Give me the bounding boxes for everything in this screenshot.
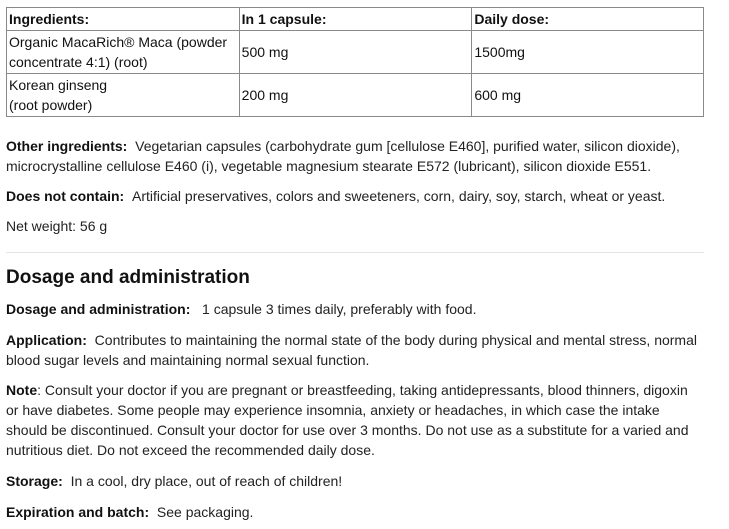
ingredient-name-line: Organic MacaRich® Maca (powder — [9, 34, 228, 50]
other-ingredients-text: Vegetarian capsules (carbohydrate gum [cellulose E460], purified water, silicon dioxide), microcrystalline cellulose E460 (i), vegetable magnesium stearate E572 (lubricant), silicon dioxide E551. — [6, 138, 680, 174]
header-per-capsule: In 1 capsule: — [239, 8, 472, 31]
daily-dose-value: 600 mg — [472, 74, 704, 117]
application-label: Application: — [6, 332, 87, 348]
net-weight: Net weight: 56 g — [6, 218, 108, 234]
storage-text: In a cool, dry place, out of reach of children! — [70, 473, 343, 489]
other-ingredients-label: Other ingredients: — [6, 138, 128, 154]
note — [6, 380, 704, 460]
note-text: : Consult your doctor if you are pregnant or breastfeeding, taking antidepressants, blood thinners, digoxin or have diabetes. Some people may experience insomnia, anxiety or headaches, in which case the intake should be discontinued. Consult your doctor for use over 3 months. Do not use as a substitute for a varied and nutritious diet. Do not exceed the recommended daily dose. — [6, 382, 689, 458]
dosage-label: Dosage and administration: — [6, 301, 191, 317]
header-ingredients: Ingredients: — [7, 8, 240, 31]
ingredient-name — [7, 74, 240, 117]
does-not-contain-label: Does not contain: — [6, 188, 125, 204]
expiration-text: See packaging. — [156, 504, 254, 520]
ingredients-table — [6, 7, 704, 117]
does-not-contain — [6, 186, 704, 206]
ingredient-name-line: Korean ginseng — [9, 77, 108, 93]
daily-dose-value: 1500mg — [472, 31, 704, 74]
product-details — [6, 7, 704, 522]
ingredient-name-line: (root powder) — [9, 97, 93, 113]
application-text: Contributes to maintaining the normal state of the body during physical and mental stress, normal blood sugar levels and maintaining normal sexual function. — [6, 332, 697, 368]
other-ingredients — [6, 136, 704, 176]
note-label: Note — [6, 382, 38, 398]
header-daily-dose: Daily dose: — [472, 8, 704, 31]
does-not-contain-text: Artificial preservatives, colors and sweeteners, corn, dairy, soy, starch, wheat or yeast. — [132, 188, 666, 204]
dosage-text: 1 capsule 3 times daily, preferably with food. — [202, 301, 477, 317]
table-row — [7, 31, 704, 74]
section-title: Dosage and administration — [6, 267, 250, 288]
storage — [6, 471, 704, 491]
dosage — [6, 299, 704, 319]
ingredient-name-line: concentrate 4:1) (root) — [9, 54, 148, 70]
ingredient-name — [7, 31, 240, 74]
expiration-label: Expiration and batch: — [6, 504, 150, 520]
table-header-row — [7, 8, 704, 31]
per-capsule-value: 500 mg — [239, 31, 472, 74]
section-divider — [6, 252, 704, 253]
application — [6, 330, 704, 370]
expiration — [6, 502, 704, 522]
storage-label: Storage: — [6, 473, 63, 489]
table-row — [7, 74, 704, 117]
per-capsule-value: 200 mg — [239, 74, 472, 117]
